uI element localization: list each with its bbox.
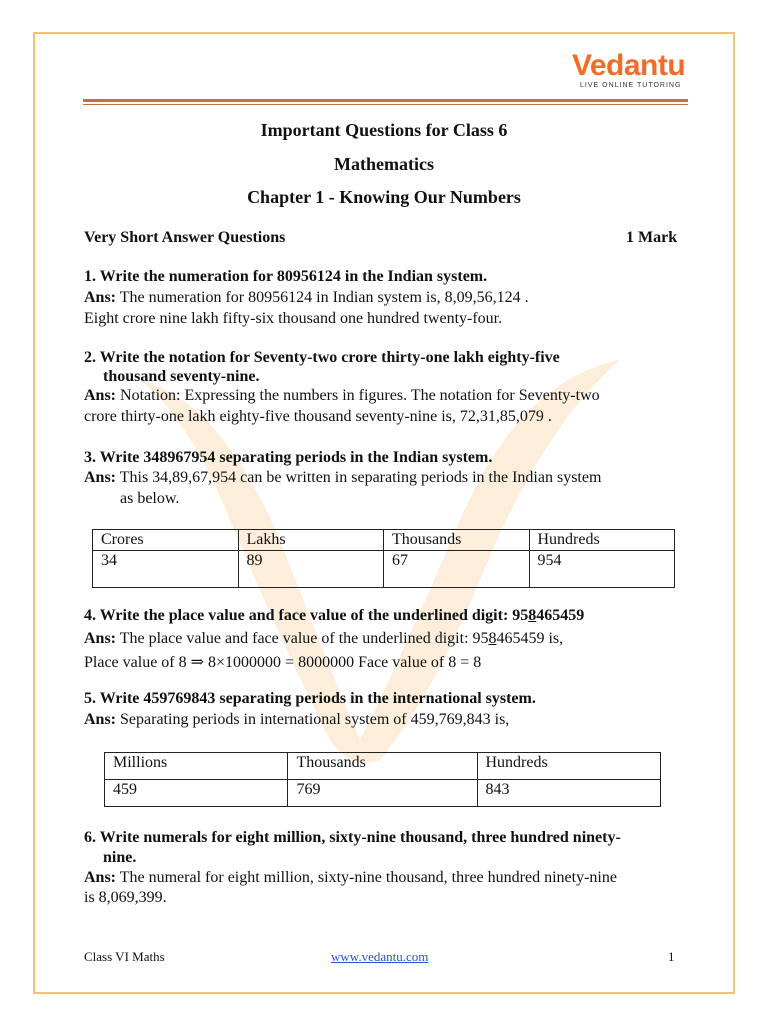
answer-6-line1 — [84, 869, 617, 887]
footer-website-link[interactable]: www.vedantu.com — [331, 949, 429, 964]
table-header-cell: Hundreds — [477, 753, 661, 780]
page-border — [33, 32, 735, 994]
underlined-digit: 8 — [488, 630, 497, 647]
question-2-line2: thousand seventy-nine. — [103, 368, 260, 385]
page-number: 1 — [668, 949, 675, 964]
answer-text: The numeration for 80956124 in Indian system is, 8,09,56,124 . — [119, 289, 529, 306]
section-marks: 1 Mark — [626, 229, 678, 246]
header-rule — [83, 99, 688, 102]
answer-text: This 34,89,67,954 can be written in separating periods in the Indian system — [119, 469, 602, 486]
header-rule-thin — [83, 104, 688, 105]
answer-label: Ans: — [84, 630, 117, 647]
indian-periods-table — [92, 529, 675, 588]
table-header-cell: Hundreds — [529, 530, 675, 551]
question-6-line1: 6. Write numerals for eight million, sixty-nine thousand, three hundred ninety- — [84, 829, 621, 846]
answer-3-line2: as below. — [120, 490, 180, 507]
table-header-cell: Thousands — [288, 753, 477, 780]
answer-1-line2: Eight crore nine lakh fifty-six thousand one hundred twenty-four. — [84, 310, 503, 327]
vedantu-logo — [572, 48, 692, 94]
answer-3-line1 — [84, 469, 601, 487]
table-row — [105, 780, 661, 807]
table-cell: 769 — [288, 780, 477, 807]
number-part: 95 — [512, 607, 529, 624]
question-2-line1: 2. Write the notation for Seventy-two crore thirty-one lakh eighty-five — [84, 349, 560, 366]
footer-left: Class VI Maths — [84, 949, 165, 964]
question-1: 1. Write the numeration for 80956124 in the Indian system. — [84, 268, 488, 285]
number-part: 465459 — [536, 607, 585, 624]
table-header-cell: Thousands — [384, 530, 530, 551]
table-header-row — [105, 753, 661, 780]
answer-text: Notation: Expressing the numbers in figures. The notation for Seventy-two — [120, 387, 600, 404]
answer-text: Separating periods in international system of 459,769,843 is, — [120, 711, 510, 728]
answer-4-line1 — [84, 630, 563, 648]
table-cell: 954 — [529, 551, 675, 588]
page-title: Important Questions for Class 6 — [260, 120, 508, 140]
table-cell: 34 — [93, 551, 239, 588]
section-label: Very Short Answer Questions — [84, 229, 286, 246]
answer-label: Ans: — [84, 469, 117, 486]
answer-label: Ans: — [84, 869, 117, 886]
table-cell: 843 — [477, 780, 661, 807]
logo-wordmark: Vedantu — [572, 49, 686, 82]
question-5: 5. Write 459769843 separating periods in the international system. — [84, 690, 536, 707]
answer-1-line1 — [84, 289, 529, 307]
question-3: 3. Write 348967954 separating periods in the Indian system. — [84, 449, 493, 466]
table-header-row — [93, 530, 675, 551]
question-6-line2: nine. — [103, 849, 137, 866]
logo-tagline: LIVE ONLINE TUTORING — [580, 82, 682, 89]
table-header-cell: Millions — [105, 753, 288, 780]
table-header-cell: Crores — [93, 530, 239, 551]
answer-text: The place value and face value of the underlined digit: — [119, 630, 473, 647]
answer-label: Ans: — [84, 387, 117, 404]
number-part: 465459 — [496, 630, 545, 647]
answer-6-line2: is 8,069,399. — [84, 889, 167, 906]
chapter-title: Chapter 1 - Knowing Our Numbers — [247, 187, 521, 207]
answer-text: The numeral for eight million, sixty-nine thousand, three hundred ninety-nine — [119, 869, 617, 886]
answer-2-line2: crore thirty-one lakh eighty-five thousand seventy-nine is, 72,31,85,079 . — [84, 408, 552, 425]
answer-label: Ans: — [84, 711, 117, 728]
table-row — [93, 551, 675, 588]
question-text: 4. Write the place value and face value of the underlined digit: — [84, 607, 513, 624]
answer-5-line1 — [84, 711, 509, 729]
answer-text: is, — [544, 630, 564, 647]
subject-title: Mathematics — [334, 154, 434, 174]
international-periods-table — [104, 752, 661, 807]
answer-label: Ans: — [84, 289, 117, 306]
question-4 — [84, 607, 584, 625]
table-cell: 67 — [384, 551, 530, 588]
underlined-digit: 8 — [528, 607, 537, 624]
footer-link-wrap — [331, 949, 428, 965]
number-part: 95 — [472, 630, 489, 647]
table-header-cell: Lakhs — [238, 530, 384, 551]
table-cell: 89 — [238, 551, 384, 588]
table-cell: 459 — [105, 780, 288, 807]
answer-2-line1 — [84, 387, 600, 405]
answer-4-line2: Place value of 8 ⇒ 8×1000000 = 8000000 Face value of 8 = 8 — [84, 654, 482, 671]
